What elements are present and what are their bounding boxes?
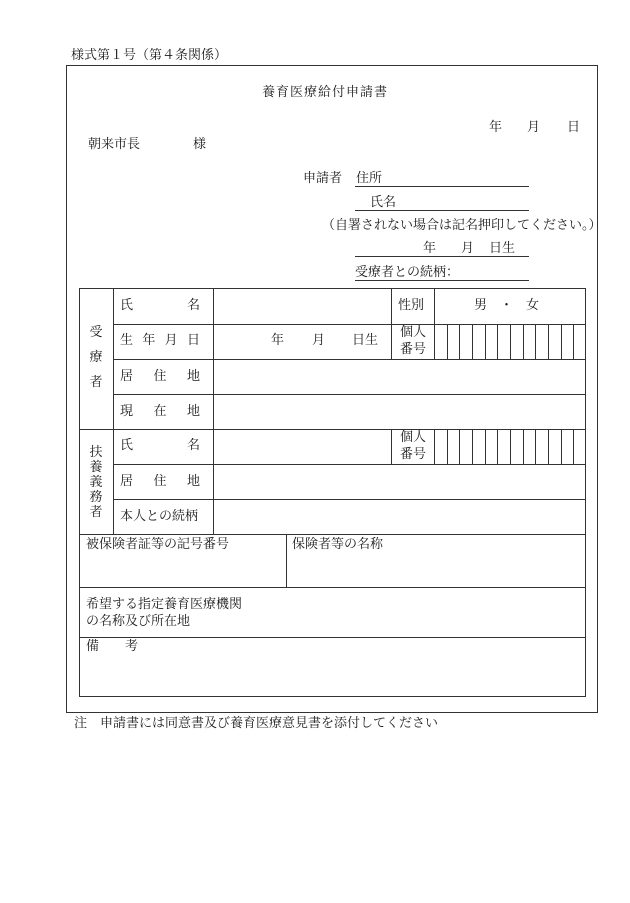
patient-birth-day-label: 日生 xyxy=(352,333,379,348)
institution-label-line1: 希望する指定養育医療機関 xyxy=(86,597,243,612)
addressee-honorific: 様 xyxy=(193,137,207,152)
applicant-address-field[interactable] xyxy=(355,186,529,187)
id-digit-divider xyxy=(561,324,562,359)
applicant-seal-note: （自署されない場合は記名押印してください。） xyxy=(322,218,602,233)
patient-residence-field[interactable] xyxy=(213,359,585,393)
id-digit-divider xyxy=(472,429,473,464)
patient-birthdate-label: 生 年 月 日 xyxy=(120,333,200,348)
patient-id-label-line2: 番号 xyxy=(400,342,427,357)
id-digit-divider xyxy=(535,429,536,464)
guardian-name-field[interactable] xyxy=(213,429,390,463)
applicant-address-label: 住所 xyxy=(356,171,383,186)
id-digit-divider xyxy=(548,324,549,359)
applicant-name-field[interactable] xyxy=(355,210,529,211)
id-digit-divider xyxy=(447,429,448,464)
id-digit-divider xyxy=(485,324,486,359)
applicant-relation-field[interactable] xyxy=(355,280,529,281)
id-digit-divider xyxy=(485,429,486,464)
applicant-relation-label: 受療者との続柄： xyxy=(355,265,460,280)
date-month-label: 月 xyxy=(527,120,541,135)
remarks-label: 備 考 xyxy=(86,639,138,654)
footnote: 注 申請書には同意書及び養育医療意見書を添付してください xyxy=(74,716,439,731)
id-digit-divider xyxy=(510,429,511,464)
patient-current-address-label: 現 在 地 xyxy=(120,404,200,419)
patient-gender-options[interactable]: 男 ・ 女 xyxy=(474,298,540,313)
form-number: 様式第１号（第４条関係） xyxy=(71,48,228,63)
id-digit-divider xyxy=(472,324,473,359)
applicant-birth-month-label: 月 xyxy=(461,241,475,256)
patient-name-field[interactable] xyxy=(213,289,390,323)
institution-field[interactable] xyxy=(80,587,585,636)
id-digit-divider xyxy=(548,429,549,464)
institution-label-line2: の名称及び所在地 xyxy=(86,614,191,629)
applicant-birth-year-label: 年 xyxy=(423,241,437,256)
patient-gender-label: 性別 xyxy=(398,298,425,313)
insurance-number-field[interactable] xyxy=(80,534,285,586)
id-digit-divider xyxy=(573,324,574,359)
id-digit-divider xyxy=(510,324,511,359)
id-digit-divider xyxy=(573,429,574,464)
patient-birth-month-label: 月 xyxy=(312,333,326,348)
guardian-name-label: 氏 名 xyxy=(120,438,200,453)
patient-residence-label: 居 住 地 xyxy=(120,369,200,384)
insurance-number-label: 被保険者証等の記号番号 xyxy=(86,537,230,552)
id-digit-divider xyxy=(561,429,562,464)
applicant-birth-day-label: 日生 xyxy=(489,241,516,256)
guardian-residence-field[interactable] xyxy=(213,464,585,498)
guardian-relation-field[interactable] xyxy=(213,499,585,533)
insurer-name-field[interactable] xyxy=(286,534,585,586)
id-digit-divider xyxy=(459,324,460,359)
patient-id-number-grid[interactable] xyxy=(434,324,586,359)
form-title: 養育医療給付申請書 xyxy=(262,85,389,100)
id-digit-divider xyxy=(497,324,498,359)
date-day-label: 日 xyxy=(567,120,581,135)
remarks-field[interactable] xyxy=(80,637,585,696)
guardian-id-label-line2: 番号 xyxy=(400,447,427,462)
guardian-section-label: 扶 養 義 務 者 xyxy=(89,445,103,520)
guardian-relation-label: 本人との続柄 xyxy=(120,509,199,524)
id-digit-divider xyxy=(523,324,524,359)
applicant-birthdate-field[interactable] xyxy=(355,256,529,257)
patient-id-label-line1: 個人 xyxy=(400,325,427,340)
id-digit-divider xyxy=(523,429,524,464)
patient-name-label: 氏 名 xyxy=(120,298,200,313)
applicant-name-label: 氏名 xyxy=(370,195,397,210)
guardian-id-number-grid[interactable] xyxy=(434,429,586,464)
guardian-id-label-line1: 個人 xyxy=(400,430,427,445)
guardian-residence-label: 居 住 地 xyxy=(120,474,200,489)
patient-section-label: 受 療 者 xyxy=(89,325,103,390)
insurer-name-label: 保険者等の名称 xyxy=(292,537,384,552)
patient-current-address-field[interactable] xyxy=(213,394,585,428)
addressee-mayor: 朝来市長 xyxy=(88,137,141,152)
date-year-label: 年 xyxy=(489,120,503,135)
id-digit-divider xyxy=(459,429,460,464)
id-digit-divider xyxy=(497,429,498,464)
id-digit-divider xyxy=(535,324,536,359)
id-digit-divider xyxy=(447,324,448,359)
patient-birth-year-label: 年 xyxy=(271,333,285,348)
applicant-label: 申請者 xyxy=(303,171,343,186)
